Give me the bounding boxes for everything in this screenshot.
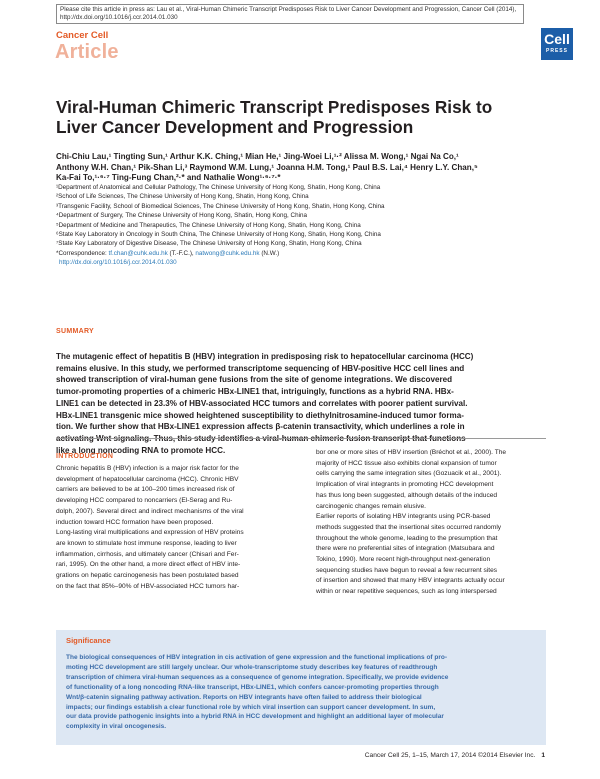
body-line: Tokino, 1990). More recent high-throughput next-generation [316, 556, 491, 564]
correspondence-name-1: (T.-F.C.), [169, 249, 194, 257]
affiliation-line: ⁶State Key Laboratory in Oncology in South China, The Chinese University of Hong Kong, Shatin, Hong Kong, China [56, 231, 381, 239]
author-line: Ka-Fai To,¹·⁶·⁷ Ting-Fung Chan,²·* and Nathalie Wong¹·⁶·⁷·* [56, 173, 281, 183]
correspondence-name-2: (N.W.) [261, 249, 280, 257]
intro-column-right [316, 448, 556, 598]
significance-line: moting HCC development are still largely unclear. Our whole-transcriptome study describes key features of readthrough [66, 663, 438, 671]
body-line: Earlier reports of isolating HBV integrants using PCR-based [316, 513, 491, 521]
affiliation-line: ⁵Department of Medicine and Therapeutics, The Chinese University of Hong Kong, Shatin, Hong Kong, China [56, 221, 361, 229]
journal-name: Cancer Cell [56, 30, 109, 41]
summary-text [56, 351, 546, 456]
summary-heading: SUMMARY [56, 328, 95, 335]
summary-line: remains elusive. In this study, we performed transcriptome sequencing of HBV-positive HCC cell lines and [56, 363, 465, 373]
significance-line: The biological consequences of HBV integration in cis activation of gene expression and the functional implications of pro- [66, 654, 448, 661]
author-line: Chi-Chiu Lau,¹ Tingting Sun,¹ Arthur K.K. Ching,¹ Mian He,¹ Jing-Woei Li,¹·² Alissa M. Wong,¹ Ngai Na Co,¹ [56, 152, 459, 161]
body-line: dolph, 2007). Several direct and indirect mechanisms of the viral [56, 507, 244, 515]
body-line: has thus long been suggested, although details of the induced [316, 491, 498, 499]
correspondence-label: *Correspondence: [56, 249, 107, 257]
body-line: sequencing studies have begun to reveal a few recurrent sites [316, 566, 498, 574]
body-line: within or near repetitive sequences, such as long interspersed [316, 588, 497, 596]
introduction-heading: INTRODUCTION [56, 453, 114, 460]
body-line: inflammation, cirrhosis, and ultimately cancer (Chisari and Fer- [56, 550, 239, 558]
body-line: of insertion and showed that many HBV integrants actually occur [316, 577, 505, 585]
significance-line: transcription of chimera viral-human sequences as a consequence of genome integration. Specifically, we provide evidence [66, 673, 449, 681]
affiliations [56, 183, 536, 268]
significance-line: our data provide pathogenic insights into a hybrid RNA in HCC development and highlight an additional layer of molecular [66, 713, 444, 721]
page-number: 1 [541, 752, 545, 759]
significance-text [66, 653, 536, 732]
footer-citation: Cancer Cell 25, 1–15, March 17, 2014 ©2014 Elsevier Inc. [364, 752, 536, 759]
body-line: methods suggested that the insertional sites occurred randomly [316, 523, 502, 531]
body-line: development of hepatocellular carcinoma (HCC). Chronic HBV [56, 475, 239, 483]
body-line: on the fact that 85%–90% of HBV-associated HCC tumors har- [56, 582, 240, 590]
email-link-1[interactable]: tf.chan@cuhk.edu.hk [108, 249, 168, 257]
affiliation-line: ²School of Life Sciences, The Chinese University of Hong Kong, Shatin, Hong Kong, China [56, 193, 309, 201]
correspondence [56, 249, 536, 258]
body-line: Long-lasting viral multiplications and expression of HBV proteins [56, 529, 244, 537]
summary-line: showed transcription of viral-human gene fusions from the site of genome integrations. We discovered [56, 375, 453, 385]
author-list [56, 152, 546, 184]
logo-main: Cell [544, 31, 570, 47]
body-line: throughout the whole genome, leading to the presumption that [316, 534, 498, 542]
body-line: bor one or more sites of HBV insertion (Bréchot et al., 2000). The [316, 449, 507, 456]
significance-line: complexity in viral oncogenesis. [66, 723, 167, 731]
summary-line: LINE1 can be detected in 23.3% of HBV-associated HCC tumors and correlates with poorer patient survival. [56, 398, 468, 408]
significance-line: Wnt/β-catenin signaling pathway activation. Reports on HBV integrants have often failed to address their biological [66, 693, 422, 701]
body-line: grations on hepatic carcinogenesis has been postulated based [56, 572, 239, 580]
cell-press-logo [541, 28, 573, 60]
body-line: Implication of viral integrants in promoting HCC development [316, 481, 494, 489]
logo-sub: PRESS [546, 48, 568, 54]
body-line: carriers are believed to be at 100–200 times increased risk of [56, 486, 235, 494]
summary-line: like a long noncoding RNA to promote HCC. [56, 445, 226, 455]
doi-link[interactable]: http://dx.doi.org/10.1016/j.ccr.2014.01.030 [59, 259, 177, 267]
body-line: are known to stimulate host immune response, leading to liver [56, 539, 237, 547]
citation-notice: Please cite this article in press as: Lau et al., Viral-Human Chimeric Transcript Predisposes Risk to Liver Cancer Development and Progression, Cancer Cell (2014), http://dx.doi.org/10.1016/j.ccr.2014.01.030 [56, 4, 524, 24]
summary-line: The mutagenic effect of hepatitis B (HBV) integration in predisposing risk to hepatocellular carcinoma (HCC) [56, 352, 474, 361]
summary-line: HBx-LINE1 transgenic mice showed heightened susceptibility to diethylnitrosamine-induced tumor forma- [56, 410, 464, 420]
author-line: Anthony W.H. Chan,¹ Pik-Shan Li,³ Raymond W.M. Lung,¹ Joanna H.M. Tong,¹ Paul B.S. Lai,⁴ Henry L.Y. Chan,⁵ [56, 162, 478, 172]
body-line: Chronic hepatitis B (HBV) infection is a major risk factor for the [56, 465, 239, 472]
affiliation-line: ¹Department of Anatomical and Cellular Pathology, The Chinese University of Hong Kong, Shatin, Hong Kong, China [56, 184, 381, 191]
affiliation-line: ³Transgenic Facility, School of Biomedical Sciences, The Chinese University of Hong Kong, Shatin, Hong Kong, China [56, 202, 385, 210]
page-footer [355, 752, 545, 759]
body-line: induction toward HCC formation have been proposed. [56, 518, 214, 526]
body-line: there were no preferential sites of integration (Matsubara and [316, 545, 495, 553]
article-type: Article [55, 41, 119, 63]
body-line: cells carrying the same integration sites (Gozuacik et al., 2001). [316, 470, 502, 478]
email-link-2[interactable]: natwong@cuhk.edu.hk [195, 249, 260, 257]
significance-heading: Significance [66, 636, 111, 645]
body-line: majority of HCC tissue also exhibits clonal expansion of tumor [316, 459, 497, 467]
intro-column-left [56, 464, 296, 592]
significance-line: impacts; our findings establish a clear functional role by which viral insertion can support cancer development. In sum, [66, 703, 436, 711]
significance-line: of functionality of a long noncoding RNA-like transcript, HBx-LINE1, which confers cancer-promoting properties through [66, 683, 439, 691]
summary-line: activating Wnt signaling. Thus, this study identifies a viral-human chimeric fusion transcript that functions [56, 433, 466, 443]
affiliation-line: ⁷State Key Laboratory of Digestive Disease, The Chinese University of Hong Kong, Shatin, Hong Kong, China [56, 240, 362, 248]
affiliation-line: ⁴Department of Surgery, The Chinese University of Hong Kong, Shatin, Hong Kong, China [56, 212, 307, 220]
significance-box [56, 630, 546, 745]
summary-line: tion. We further show that HBx-LINE1 expression affects β-catenin transactivity, which underlines a role in [56, 422, 465, 432]
summary-line: tumor-promoting properties of a chimeric HBx-LINE1 that, intriguingly, functions as a hybrid RNA. HBx- [56, 387, 454, 397]
section-divider [56, 438, 546, 439]
body-line: carcinogenic changes remain elusive. [316, 502, 426, 510]
article-title: Viral-Human Chimeric Transcript Predisposes Risk to Liver Cancer Development and Progression [56, 97, 493, 137]
body-line: rari, 1995). On the other hand, a more direct effect of HBV inte- [56, 561, 241, 569]
body-line: developing HCC compared to noncarriers (El-Serag and Ru- [56, 497, 233, 505]
